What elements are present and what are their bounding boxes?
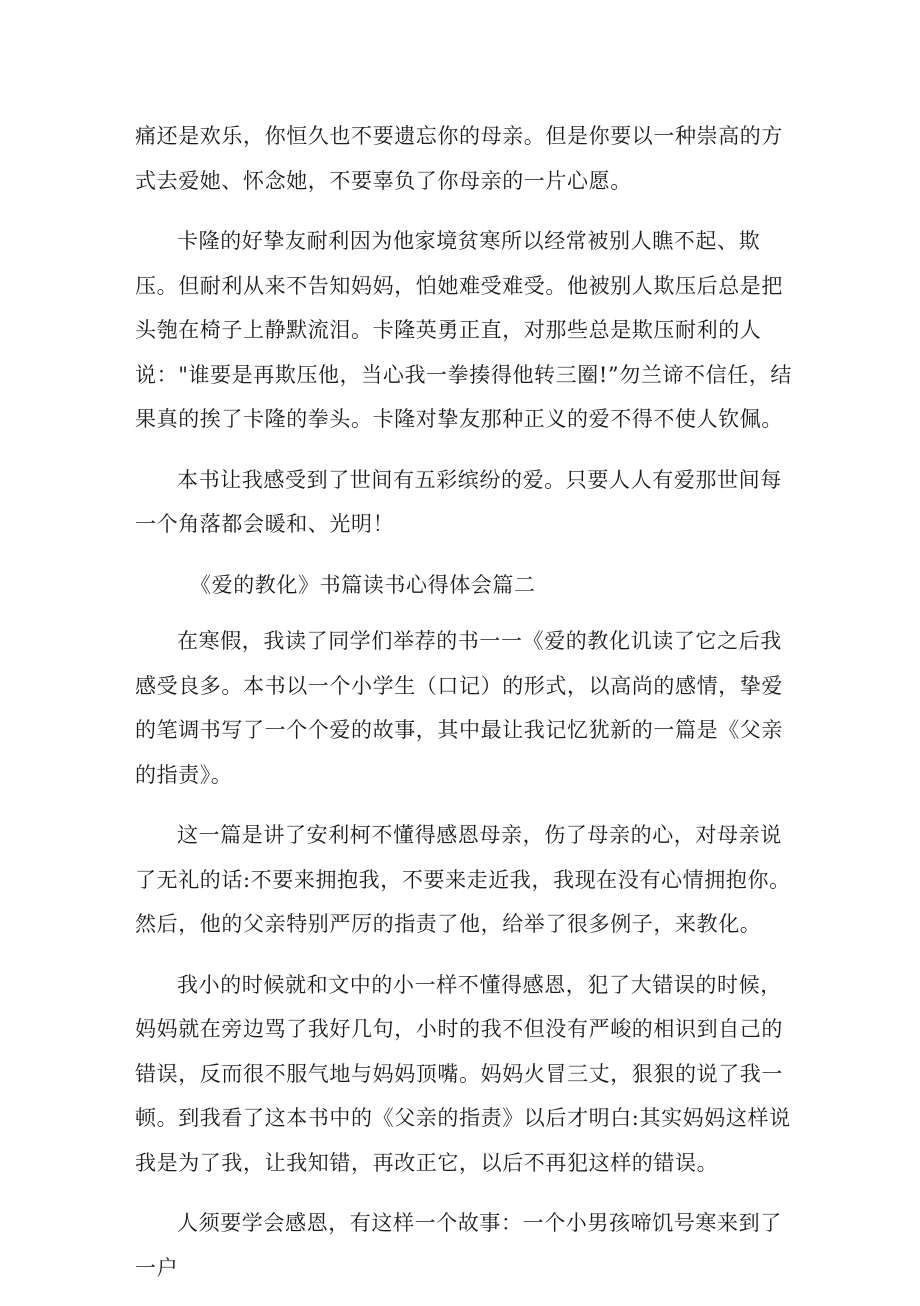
paragraph-7: 人须要学会感恩，有这样一个故事：一个小男孩啼饥号寒来到了一户 xyxy=(135,1211,782,1280)
paragraph-6: 我小的时候就和文中的小一样不懂得感恩，犯了大错误的时候，妈妈就在旁边骂了我好几句，小时的我不但没有严峻的相识到自己的错误，反而很不服气地与妈妈顶嘴。妈妈火冒三丈，狠狠的说了我一顿。到我看了这本书中的《父亲的指责》以后才明白:其实妈妈这样说我是为了我，让我知错，再改正它，以后不再犯这样的错误。 xyxy=(135,972,791,1175)
paragraph-4: 在寒假，我读了同学们举荐的书一一《爱的教化讥读了它之后我感受良多。本书以一个小学生（口记）的形式，以高尚的感情，挚爱的笔调书写了一个个爱的故事，其中最让我记忆犹新的一篇是《父亲的指责》。 xyxy=(135,629,783,787)
section-heading: 《爱的教化》书篇读书心得体会篇二 xyxy=(190,572,536,597)
document-page xyxy=(135,114,795,1306)
paragraph-3: 本书让我感受到了世间有五彩缤纷的爱。只要人人有爱那世间每一个角落都会暖和、光明！ xyxy=(135,467,782,536)
paragraph-2: 卡隆的好挚友耐利因为他家境贫寒所以经常被别人瞧不起、欺压。但耐利从来不告知妈妈，怕她难受难受。他被别人欺压后总是把头匏在椅子上静默流泪。卡隆英勇正直，对那些总是欺压耐利的人说："谁要是再欺压他，当心我一拳揍得他转三圈!”勿兰谛不信任，结果真的挨了卡隆的拳头。卡隆对挚友那种正义的爱不得不使人钦佩。 xyxy=(135,229,793,431)
paragraph-1: 痛还是欢乐，你恒久也不要遗忘你的母亲。但是你要以一种崇高的方式去爱她、怀念她，不要辜负了你母亲的一片心愿。 xyxy=(135,124,783,193)
paragraph-5: 这一篇是讲了安利柯不懂得感恩母亲，伤了母亲的心，对母亲说了无礼的话:不要来拥抱我，不要来走近我，我现在没有心情拥抱你。然后，他的父亲特别严厉的指责了他，给举了很多例子，来教化。 xyxy=(135,823,791,936)
